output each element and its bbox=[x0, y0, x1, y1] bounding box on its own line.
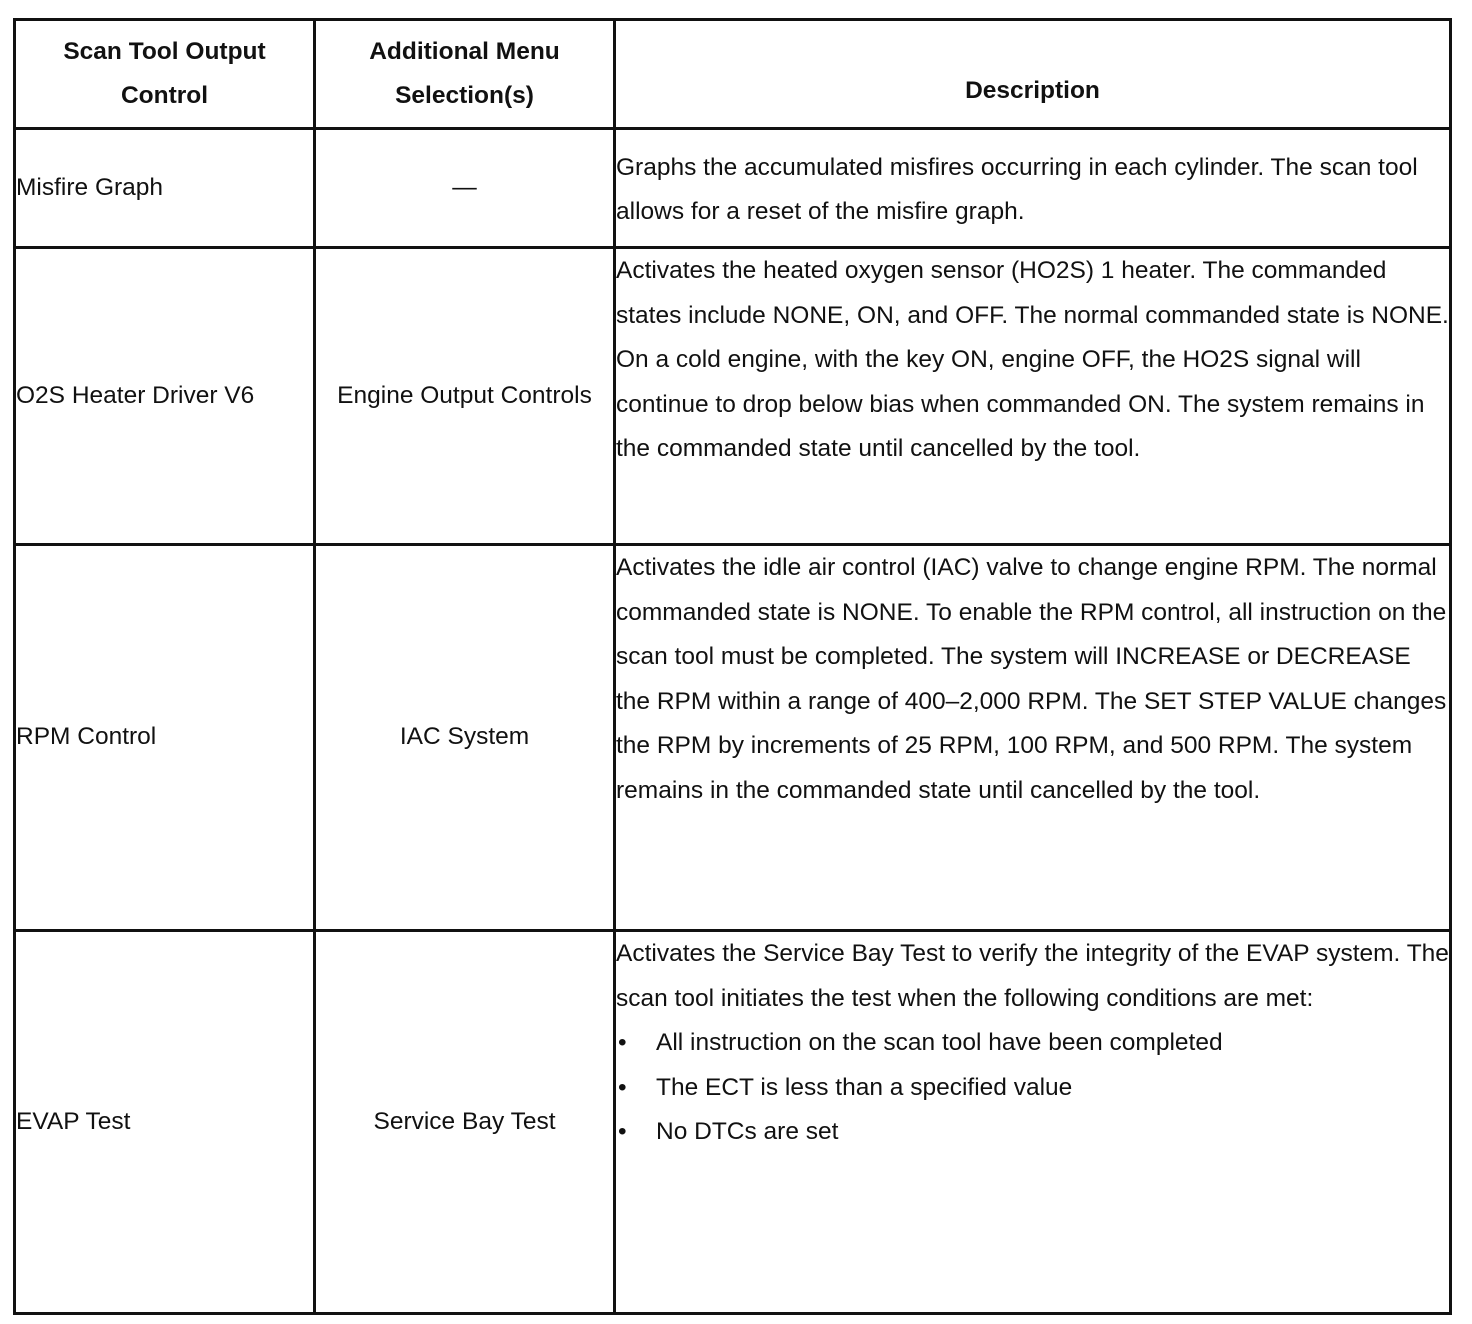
header-menu-selection-line-1: Additional Menu bbox=[369, 37, 560, 65]
table-row bbox=[15, 545, 1451, 931]
description-text: Graphs the accumulated misfires occurring in each cylinder. The scan tool allows for a reset of the misfire graph. bbox=[616, 153, 1418, 225]
menu-cell: Service Bay Test bbox=[315, 931, 615, 1314]
menu-cell: — bbox=[315, 129, 615, 248]
description-cell bbox=[615, 545, 1451, 931]
menu-cell: IAC System bbox=[315, 545, 615, 931]
header-menu-selection bbox=[315, 20, 615, 129]
table-row bbox=[15, 931, 1451, 1314]
description-text: Activates the idle air control (IAC) valve to change engine RPM. The normal commanded state is NONE. To enable the RPM control, all instruction on the scan tool must be completed. The system will INCREASE or DECREASE the RPM within a range of 400–2,000 RPM. The SET STEP VALUE changes the RPM by increments of 25 RPM, 100 RPM, and 500 RPM. The system remains in the commanded state until cancelled by the tool. bbox=[616, 554, 1447, 804]
header-menu-selection-line-2: Selection(s) bbox=[395, 82, 534, 109]
description-cell bbox=[615, 248, 1451, 545]
list-item-text: No DTCs are set bbox=[656, 1118, 839, 1145]
control-cell: O2S Heater Driver V6 bbox=[15, 248, 315, 545]
header-output-control bbox=[15, 20, 315, 129]
bullet-icon: • bbox=[618, 1029, 627, 1056]
bullet-icon: • bbox=[618, 1073, 627, 1101]
list-item-text: The ECT is less than a specified value bbox=[656, 1073, 1073, 1101]
description-text: Activates the Service Bay Test to verify the integrity of the EVAP system. The scan tool initiates the test when the following conditions are met: bbox=[616, 940, 1449, 1012]
header-description: Description bbox=[615, 20, 1451, 129]
description-text: Activates the heated oxygen sensor (HO2S) 1 heater. The commanded states include NONE, ON, and OFF. The normal commanded state is NONE. On a cold engine, with the key ON, engine OFF, the HO2S signal will continue to drop below bias when commanded ON. The system remains in the commanded state until cancelled by the tool. bbox=[616, 257, 1449, 462]
control-cell: Misfire Graph bbox=[15, 129, 315, 248]
list-item bbox=[616, 1110, 1449, 1155]
description-cell bbox=[615, 129, 1451, 248]
table-row bbox=[15, 248, 1451, 545]
control-cell: RPM Control bbox=[15, 545, 315, 931]
control-cell: EVAP Test bbox=[15, 931, 315, 1314]
list-item bbox=[616, 1066, 1449, 1111]
description-cell bbox=[615, 931, 1451, 1314]
header-output-control-line-1: Scan Tool Output bbox=[63, 37, 266, 65]
list-item bbox=[616, 1021, 1449, 1066]
header-output-control-line-2: Control bbox=[120, 82, 209, 109]
bullet-icon: • bbox=[618, 1118, 627, 1145]
menu-cell: Engine Output Controls bbox=[315, 248, 615, 545]
header-row bbox=[15, 20, 1451, 129]
output-control-table bbox=[13, 18, 1452, 1315]
list-item-text: All instruction on the scan tool have been completed bbox=[656, 1029, 1223, 1056]
table-row bbox=[15, 129, 1451, 248]
condition-list bbox=[616, 1021, 1449, 1155]
